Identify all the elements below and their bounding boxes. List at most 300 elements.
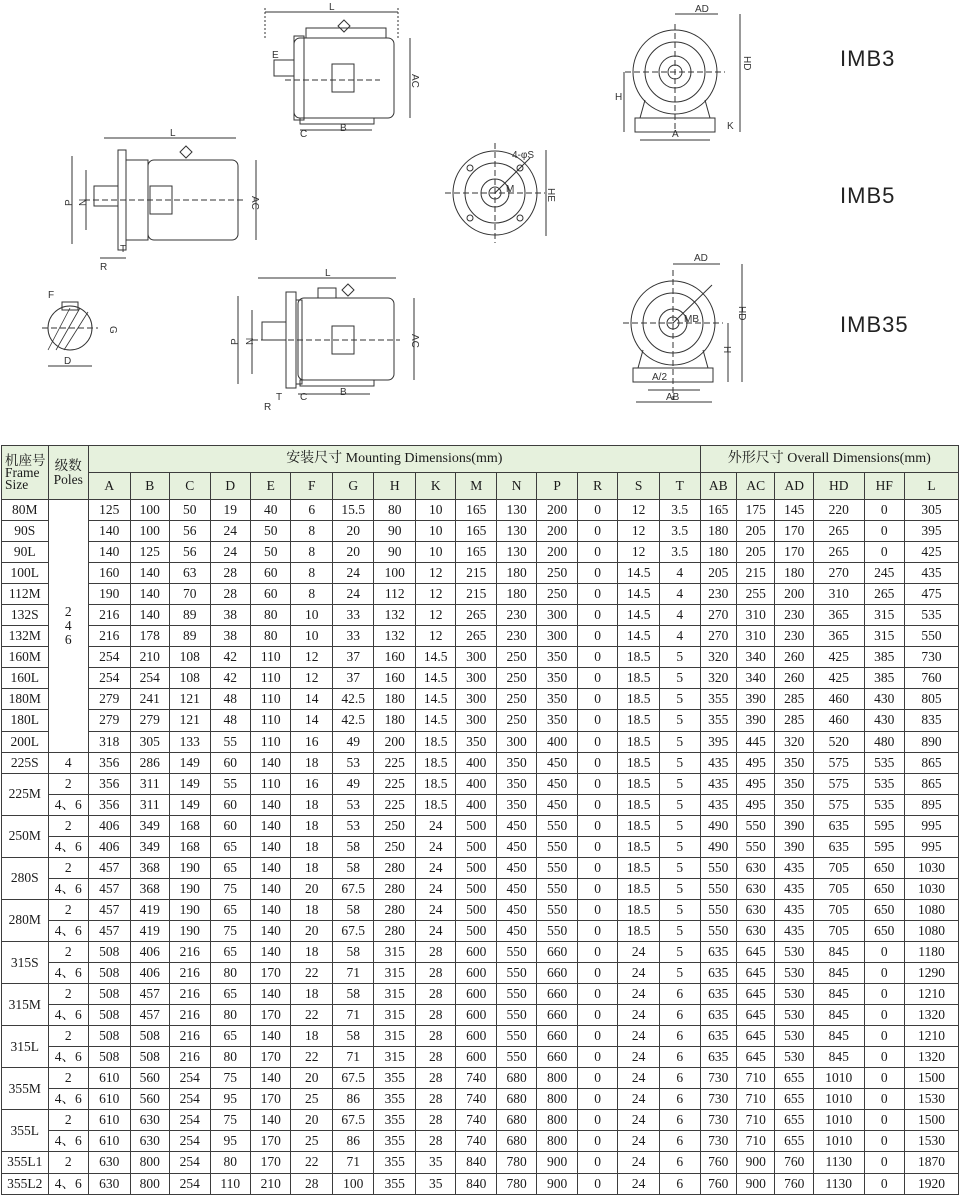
value-cell: 250: [496, 668, 536, 689]
value-cell: 35: [415, 1152, 455, 1173]
value-cell: 390: [775, 836, 813, 857]
value-cell: 0: [577, 605, 617, 626]
poles-cell: 4、6: [48, 878, 88, 899]
value-cell: 28: [415, 984, 455, 1005]
value-cell: 190: [170, 899, 210, 920]
value-cell: 24: [618, 1110, 660, 1131]
dim-label-b: B: [340, 123, 347, 134]
value-cell: 645: [737, 1005, 775, 1026]
value-cell: 14.5: [415, 647, 455, 668]
value-cell: 132: [374, 626, 416, 647]
value-cell: 350: [537, 710, 577, 731]
value-cell: 6: [659, 984, 700, 1005]
value-cell: 500: [456, 836, 496, 857]
value-cell: 149: [170, 773, 210, 794]
value-cell: 0: [864, 500, 904, 521]
value-cell: 160: [89, 563, 131, 584]
value-cell: 16: [291, 773, 333, 794]
value-cell: 450: [496, 836, 536, 857]
value-cell: 24: [415, 878, 455, 899]
mounting-label-imb3: IMB3: [840, 46, 896, 71]
value-cell: 560: [130, 1068, 169, 1089]
value-cell: 730: [905, 647, 959, 668]
dim-label-g: G: [107, 326, 118, 334]
value-cell: 25: [291, 1089, 333, 1110]
value-cell: 67.5: [332, 878, 374, 899]
value-cell: 10: [415, 542, 455, 563]
value-cell: 63: [170, 563, 210, 584]
value-cell: 12: [291, 668, 333, 689]
value-cell: 4: [659, 626, 700, 647]
value-cell: 254: [170, 1131, 210, 1152]
poles-cell: 4、6: [48, 963, 88, 984]
table-row: [2, 773, 959, 794]
value-cell: 635: [700, 1047, 736, 1068]
value-cell: 800: [130, 1152, 169, 1173]
value-cell: 8: [291, 521, 333, 542]
value-cell: 200: [537, 542, 577, 563]
value-cell: 6: [659, 1173, 700, 1194]
value-cell: 450: [537, 752, 577, 773]
value-cell: 90: [374, 521, 416, 542]
table-row: [2, 1173, 959, 1194]
value-cell: 630: [89, 1152, 131, 1173]
value-cell: 58: [332, 984, 374, 1005]
value-cell: 230: [700, 584, 736, 605]
value-cell: 311: [130, 773, 169, 794]
value-cell: 140: [250, 836, 290, 857]
value-cell: 190: [170, 878, 210, 899]
value-cell: 121: [170, 710, 210, 731]
frame-size-cell: 100L: [2, 563, 49, 584]
table-row: [2, 752, 959, 773]
value-cell: 450: [537, 773, 577, 794]
imb35-front-view: [623, 253, 747, 403]
value-cell: 216: [89, 626, 131, 647]
value-cell: 310: [813, 584, 864, 605]
value-cell: 270: [813, 563, 864, 584]
value-cell: 0: [577, 1152, 617, 1173]
value-cell: 48: [210, 710, 250, 731]
table-row: [2, 1005, 959, 1026]
value-cell: 65: [210, 857, 250, 878]
value-cell: 6: [659, 1047, 700, 1068]
value-cell: 6: [291, 500, 333, 521]
value-cell: 140: [250, 920, 290, 941]
frame-size-cell: 180M: [2, 689, 49, 710]
dim-label-t-b35: T: [276, 392, 283, 403]
value-cell: 178: [130, 626, 169, 647]
imb3-side-view: [265, 2, 420, 140]
value-cell: 80: [210, 963, 250, 984]
motor-outline-drawings: [0, 0, 960, 440]
value-cell: 75: [210, 1068, 250, 1089]
column-header: G: [332, 473, 374, 500]
value-cell: 4: [659, 605, 700, 626]
value-cell: 0: [577, 500, 617, 521]
imb5-front-view: [445, 143, 556, 243]
column-header: A: [89, 473, 131, 500]
value-cell: 1180: [905, 941, 959, 962]
value-cell: 315: [374, 1026, 416, 1047]
value-cell: 1500: [905, 1110, 959, 1131]
value-cell: 110: [250, 689, 290, 710]
value-cell: 450: [496, 857, 536, 878]
value-cell: 1530: [905, 1131, 959, 1152]
value-cell: 595: [864, 815, 904, 836]
value-cell: 730: [700, 1089, 736, 1110]
value-cell: 595: [864, 836, 904, 857]
value-cell: 250: [496, 689, 536, 710]
value-cell: 225: [374, 794, 416, 815]
table-row: [2, 500, 959, 521]
value-cell: 600: [456, 984, 496, 1005]
dim-label-s-b5: 4-φS: [512, 150, 535, 161]
value-cell: 400: [456, 794, 496, 815]
poles-cell: [48, 500, 88, 753]
value-cell: 508: [130, 1047, 169, 1068]
value-cell: 18: [291, 984, 333, 1005]
value-cell: 1320: [905, 1005, 959, 1026]
value-cell: 355: [374, 1110, 416, 1131]
value-cell: 365: [813, 626, 864, 647]
value-cell: 550: [905, 626, 959, 647]
value-cell: 65: [210, 941, 250, 962]
value-cell: 500: [456, 878, 496, 899]
value-cell: 0: [577, 731, 617, 752]
value-cell: 110: [250, 710, 290, 731]
value-cell: 0: [864, 1110, 904, 1131]
value-cell: 0: [577, 710, 617, 731]
value-cell: 550: [700, 878, 736, 899]
value-cell: 300: [456, 668, 496, 689]
value-cell: 22: [291, 1047, 333, 1068]
value-cell: 508: [89, 1026, 131, 1047]
value-cell: 550: [496, 1026, 536, 1047]
value-cell: 250: [537, 584, 577, 605]
frame-size-cell: 315L: [2, 1026, 49, 1068]
value-cell: 14.5: [415, 710, 455, 731]
value-cell: 65: [210, 984, 250, 1005]
value-cell: 845: [813, 984, 864, 1005]
value-cell: 457: [130, 984, 169, 1005]
value-cell: 200: [374, 731, 416, 752]
dim-label-p-b35: P: [230, 338, 241, 345]
value-cell: 133: [170, 731, 210, 752]
value-cell: 75: [210, 878, 250, 899]
value-cell: 14.5: [618, 626, 660, 647]
value-cell: 270: [700, 626, 736, 647]
value-cell: 18.5: [618, 836, 660, 857]
value-cell: 254: [170, 1068, 210, 1089]
value-cell: 75: [210, 920, 250, 941]
value-cell: 200: [537, 521, 577, 542]
poles-cell: 2: [48, 857, 88, 878]
value-cell: 254: [170, 1110, 210, 1131]
value-cell: 14: [291, 710, 333, 731]
value-cell: 355: [374, 1173, 416, 1194]
value-cell: 160: [374, 647, 416, 668]
table-row: [2, 731, 959, 752]
value-cell: 0: [864, 984, 904, 1005]
value-cell: 3.5: [659, 500, 700, 521]
value-cell: 600: [456, 941, 496, 962]
value-cell: 58: [332, 857, 374, 878]
value-cell: 350: [775, 773, 813, 794]
value-cell: 5: [659, 710, 700, 731]
value-cell: 435: [775, 878, 813, 899]
value-cell: 710: [737, 1110, 775, 1131]
value-cell: 270: [700, 605, 736, 626]
table-row: [2, 794, 959, 815]
value-cell: 650: [864, 920, 904, 941]
value-cell: 38: [210, 605, 250, 626]
value-cell: 24: [415, 920, 455, 941]
value-cell: 18.5: [415, 731, 455, 752]
value-cell: 530: [775, 1005, 813, 1026]
value-cell: 20: [291, 1110, 333, 1131]
dim-label-a2: A/2: [652, 372, 668, 383]
value-cell: 457: [89, 899, 131, 920]
value-cell: 254: [170, 1152, 210, 1173]
value-cell: 630: [130, 1110, 169, 1131]
value-cell: 245: [864, 563, 904, 584]
column-header: L: [905, 473, 959, 500]
value-cell: 140: [89, 521, 131, 542]
value-cell: 0: [864, 1131, 904, 1152]
value-cell: 355: [374, 1089, 416, 1110]
value-cell: 900: [737, 1173, 775, 1194]
value-cell: 6: [659, 1005, 700, 1026]
value-cell: 24: [210, 521, 250, 542]
value-cell: 550: [737, 836, 775, 857]
value-cell: 845: [813, 941, 864, 962]
value-cell: 356: [89, 794, 131, 815]
value-cell: 1500: [905, 1068, 959, 1089]
value-cell: 53: [332, 752, 374, 773]
value-cell: 550: [537, 836, 577, 857]
mounting-label-imb5: IMB5: [840, 183, 896, 208]
value-cell: 286: [130, 752, 169, 773]
value-cell: 5: [659, 899, 700, 920]
value-cell: 265: [864, 584, 904, 605]
value-cell: 490: [700, 836, 736, 857]
poles-cell: 4、6: [48, 1047, 88, 1068]
value-cell: 6: [659, 1026, 700, 1047]
value-cell: 575: [813, 794, 864, 815]
value-cell: 65: [210, 899, 250, 920]
value-cell: 50: [250, 521, 290, 542]
value-cell: 12: [415, 605, 455, 626]
value-cell: 140: [250, 857, 290, 878]
value-cell: 350: [496, 773, 536, 794]
value-cell: 190: [89, 584, 131, 605]
value-cell: 60: [210, 752, 250, 773]
value-cell: 425: [905, 542, 959, 563]
value-cell: 550: [537, 920, 577, 941]
column-header: AB: [700, 473, 736, 500]
value-cell: 250: [374, 836, 416, 857]
value-cell: 550: [700, 899, 736, 920]
value-cell: 18: [291, 815, 333, 836]
value-cell: 660: [537, 984, 577, 1005]
value-cell: 71: [332, 963, 374, 984]
value-cell: 508: [89, 984, 131, 1005]
value-cell: 18.5: [415, 773, 455, 794]
value-cell: 24: [415, 857, 455, 878]
value-cell: 450: [537, 794, 577, 815]
value-cell: 241: [130, 689, 169, 710]
value-cell: 250: [496, 710, 536, 731]
value-cell: 80: [374, 500, 416, 521]
value-cell: 5: [659, 773, 700, 794]
value-cell: 840: [456, 1173, 496, 1194]
value-cell: 24: [618, 1005, 660, 1026]
column-header: HF: [864, 473, 904, 500]
value-cell: 0: [577, 1047, 617, 1068]
frame-size-cell: 315M: [2, 984, 49, 1026]
dim-label-t-b5: T: [120, 244, 127, 255]
value-cell: 254: [89, 668, 131, 689]
value-cell: 140: [250, 794, 290, 815]
value-cell: 300: [456, 647, 496, 668]
value-cell: 900: [537, 1173, 577, 1194]
value-cell: 28: [415, 963, 455, 984]
value-cell: 108: [170, 647, 210, 668]
imb3-front-view: [615, 4, 752, 140]
value-cell: 457: [89, 857, 131, 878]
value-cell: 900: [737, 1152, 775, 1173]
value-cell: 24: [415, 836, 455, 857]
value-cell: 318: [89, 731, 131, 752]
table-row: [2, 542, 959, 563]
poles-cell: 4、6: [48, 836, 88, 857]
table-row: [2, 941, 959, 962]
value-cell: 60: [210, 794, 250, 815]
value-cell: 600: [456, 1047, 496, 1068]
value-cell: 70: [170, 584, 210, 605]
value-cell: 1010: [813, 1089, 864, 1110]
value-cell: 800: [537, 1068, 577, 1089]
value-cell: 100: [130, 521, 169, 542]
value-cell: 205: [700, 563, 736, 584]
value-cell: 350: [775, 794, 813, 815]
value-cell: 5: [659, 920, 700, 941]
value-cell: 310: [737, 605, 775, 626]
column-header: R: [577, 473, 617, 500]
value-cell: 3.5: [659, 542, 700, 563]
value-cell: 0: [864, 941, 904, 962]
value-cell: 58: [332, 1026, 374, 1047]
value-cell: 395: [700, 731, 736, 752]
value-cell: 390: [775, 815, 813, 836]
value-cell: 1010: [813, 1068, 864, 1089]
value-cell: 435: [700, 794, 736, 815]
poles-cell: 2: [48, 1026, 88, 1047]
value-cell: 216: [170, 1026, 210, 1047]
value-cell: 20: [291, 1068, 333, 1089]
value-cell: 216: [170, 963, 210, 984]
column-header: M: [456, 473, 496, 500]
value-cell: 18.5: [415, 752, 455, 773]
value-cell: 305: [905, 500, 959, 521]
value-cell: 71: [332, 1047, 374, 1068]
value-cell: 18: [291, 836, 333, 857]
value-cell: 58: [332, 836, 374, 857]
value-cell: 4: [659, 584, 700, 605]
value-cell: 508: [89, 941, 131, 962]
value-cell: 80: [250, 605, 290, 626]
value-cell: 24: [415, 899, 455, 920]
value-cell: 24: [332, 563, 374, 584]
value-cell: 12: [618, 500, 660, 521]
value-cell: 71: [332, 1152, 374, 1173]
value-cell: 14.5: [618, 563, 660, 584]
dim-label-hd: HD: [741, 56, 752, 71]
value-cell: 210: [130, 647, 169, 668]
frame-size-cell: 280S: [2, 857, 49, 899]
value-cell: 18.5: [618, 857, 660, 878]
poles-header: 级数 Poles: [48, 446, 88, 500]
frame-size-cell: 225M: [2, 773, 49, 815]
value-cell: 28: [415, 1089, 455, 1110]
value-cell: 355: [700, 710, 736, 731]
value-cell: 705: [813, 920, 864, 941]
dim-label-mb: MB: [684, 314, 699, 325]
value-cell: 8: [291, 563, 333, 584]
frame-size-cell: 160M: [2, 647, 49, 668]
value-cell: 645: [737, 984, 775, 1005]
value-cell: 165: [700, 500, 736, 521]
value-cell: 350: [537, 689, 577, 710]
value-cell: 1210: [905, 984, 959, 1005]
dim-label-l-b35: L: [325, 268, 331, 279]
value-cell: 65: [210, 836, 250, 857]
value-cell: 12: [618, 521, 660, 542]
value-cell: 60: [250, 563, 290, 584]
value-cell: 86: [332, 1131, 374, 1152]
value-cell: 1010: [813, 1110, 864, 1131]
value-cell: 0: [577, 1068, 617, 1089]
value-cell: 190: [170, 857, 210, 878]
value-cell: 55: [210, 731, 250, 752]
value-cell: 75: [210, 1110, 250, 1131]
value-cell: 28: [210, 563, 250, 584]
value-cell: 550: [496, 1005, 536, 1026]
value-cell: 900: [537, 1152, 577, 1173]
value-cell: 0: [577, 752, 617, 773]
value-cell: 635: [700, 984, 736, 1005]
value-cell: 230: [775, 605, 813, 626]
dimensions-table-body: [2, 500, 959, 1195]
column-header: E: [250, 473, 290, 500]
value-cell: 740: [456, 1131, 496, 1152]
value-cell: 385: [864, 647, 904, 668]
value-cell: 400: [456, 752, 496, 773]
value-cell: 230: [496, 605, 536, 626]
value-cell: 995: [905, 815, 959, 836]
frame-size-cell: 250M: [2, 815, 49, 857]
value-cell: 125: [130, 542, 169, 563]
value-cell: 80: [250, 626, 290, 647]
value-cell: 285: [775, 689, 813, 710]
value-cell: 5: [659, 668, 700, 689]
value-cell: 430: [864, 689, 904, 710]
value-cell: 149: [170, 794, 210, 815]
value-cell: 165: [456, 542, 496, 563]
frame-size-cell: 280M: [2, 899, 49, 941]
table-row: [2, 605, 959, 626]
